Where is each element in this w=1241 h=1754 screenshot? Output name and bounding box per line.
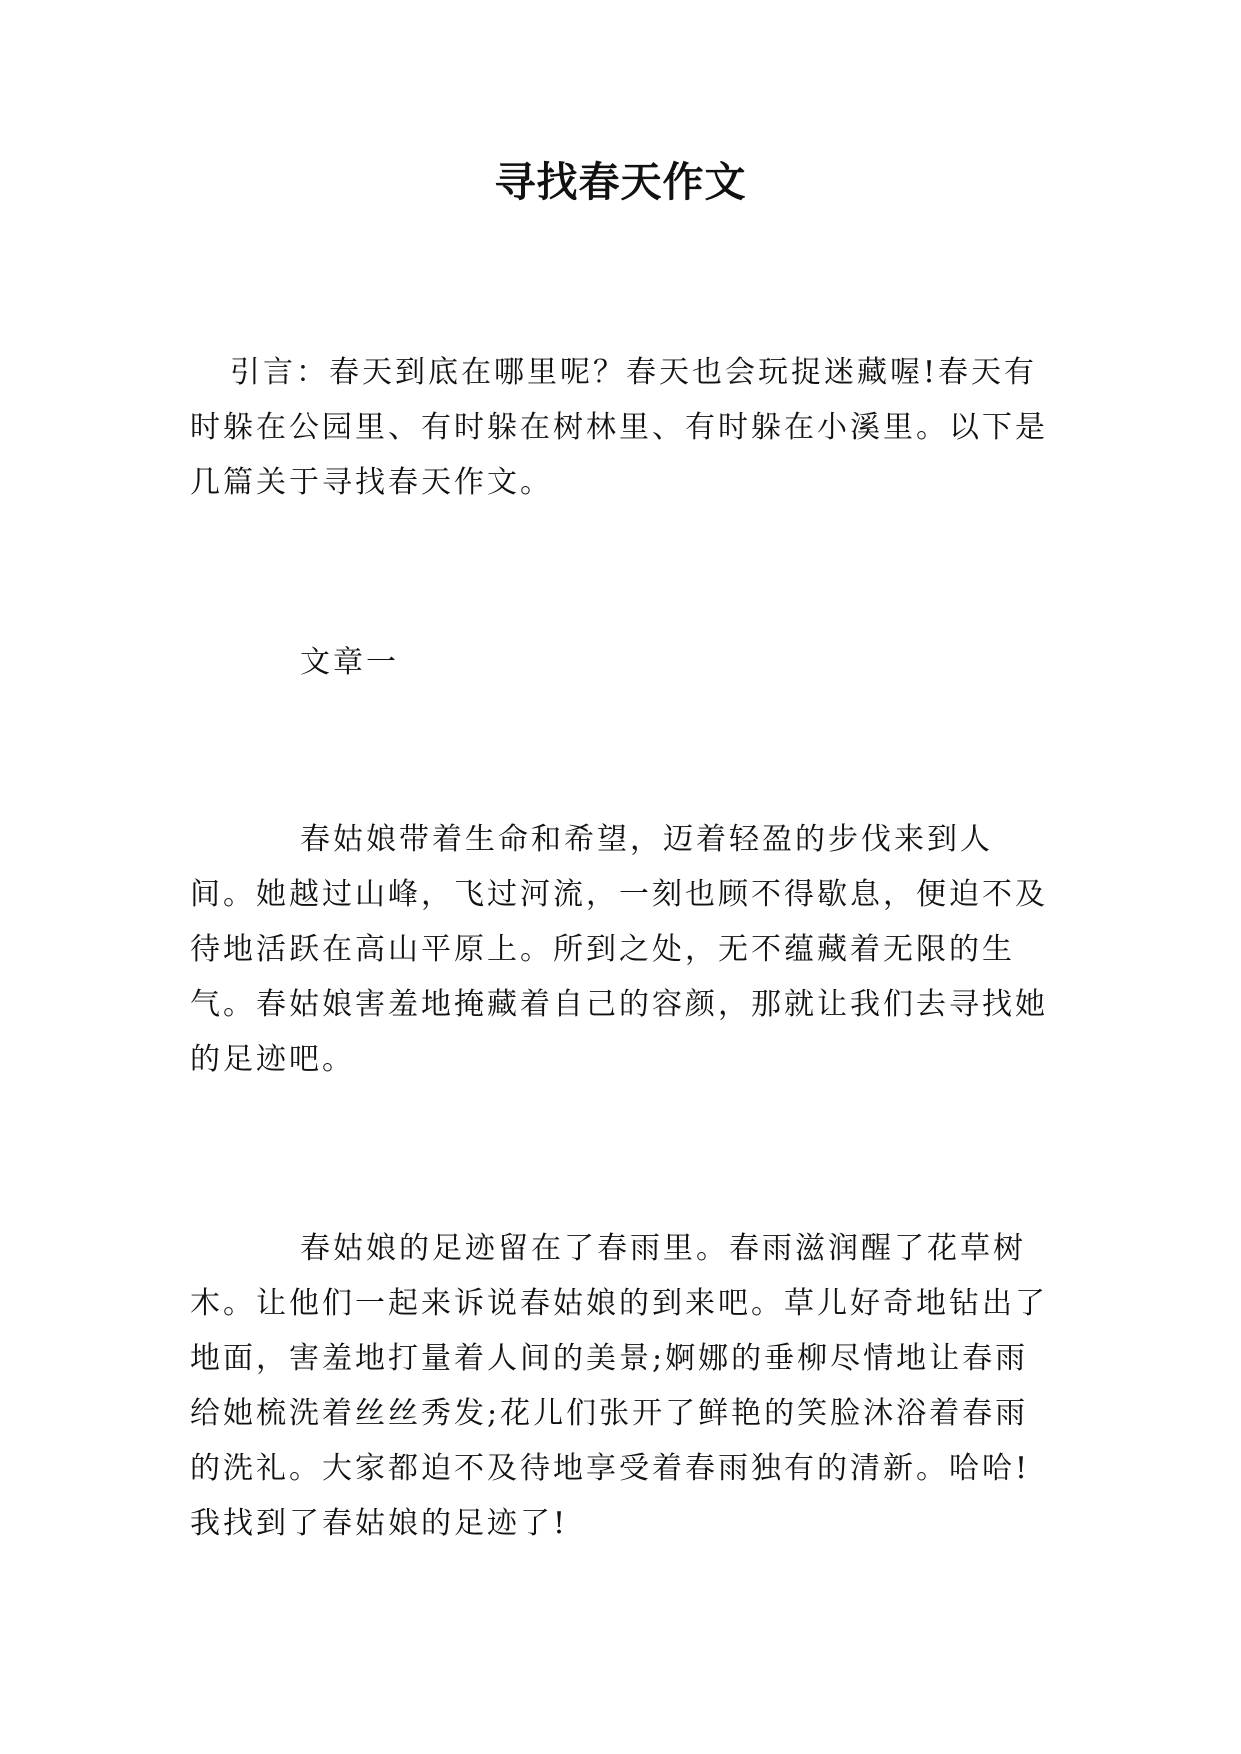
body-paragraph-2: 春姑娘的足迹留在了春雨里。春雨滋润醒了花草树木。让他们一起来诉说春姑娘的到来吧。草儿好奇地钻出了地面，害羞地打量着人间的美景;婀娜的垂柳尽情地让春雨给她梳洗着丝丝秀发;花儿们张开了鲜艳的笑脸沐浴着春雨的洗礼。大家都迫不及待地享受着春雨独有的清新。哈哈!我找到了春姑娘的足迹了! bbox=[190, 1231, 1048, 1541]
intro-paragraph: 引言：春天到底在哪里呢？春天也会玩捉迷藏喔!春天有时躲在公园里、有时躲在树林里、有时躲在小溪里。以下是几篇关于寻找春天作文。 bbox=[190, 355, 1048, 500]
document-title: 寻找春天作文 bbox=[494, 158, 747, 206]
body-paragraph-1: 春姑娘带着生命和希望，迈着轻盈的步伐来到人间。她越过山峰，飞过河流，一刻也顾不得歇息，便迫不及待地活跃在高山平原上。所到之处，无不蕴藏着无限的生气。春姑娘害羞地掩藏着自己的容颜，那就让我们去寻找她的足迹吧。 bbox=[190, 822, 1048, 1077]
section-heading: 文章一 bbox=[300, 645, 399, 680]
